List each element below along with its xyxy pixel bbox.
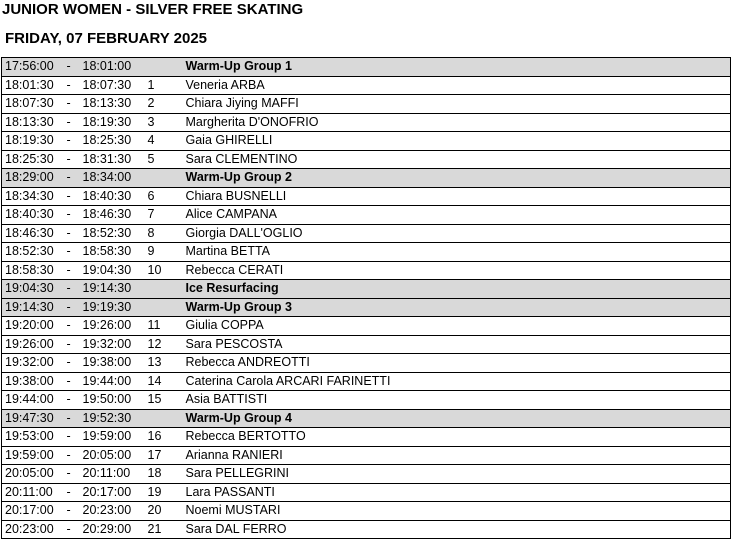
start-time: 18:58:30 — [2, 261, 64, 280]
start-number: 19 — [142, 483, 183, 502]
start-time: 18:34:30 — [2, 187, 64, 206]
time-separator: - — [64, 261, 80, 280]
time-separator: - — [64, 335, 80, 354]
start-time: 18:19:30 — [2, 132, 64, 151]
time-separator: - — [64, 372, 80, 391]
table-row — [2, 206, 731, 225]
start-number: 18 — [142, 465, 183, 484]
start-number: 9 — [142, 243, 183, 262]
table-row — [2, 243, 731, 262]
start-time: 19:47:30 — [2, 409, 64, 428]
table-row — [2, 354, 731, 373]
time-separator: - — [64, 298, 80, 317]
time-separator: - — [64, 169, 80, 188]
group-row — [2, 58, 731, 77]
time-separator: - — [64, 280, 80, 299]
skater-name: Sara PELLEGRINI — [183, 465, 731, 484]
time-separator: - — [64, 150, 80, 169]
start-number: 16 — [142, 428, 183, 447]
start-time: 19:26:00 — [2, 335, 64, 354]
skater-name: Martina BETTA — [183, 243, 731, 262]
start-number: 10 — [142, 261, 183, 280]
skater-name: Alice CAMPANA — [183, 206, 731, 225]
time-separator: - — [64, 520, 80, 539]
schedule-body — [2, 58, 731, 539]
time-separator: - — [64, 58, 80, 77]
time-separator: - — [64, 391, 80, 410]
group-label: Warm-Up Group 2 — [183, 169, 731, 188]
start-time: 18:46:30 — [2, 224, 64, 243]
time-separator: - — [64, 483, 80, 502]
group-row — [2, 280, 731, 299]
skater-name: Caterina Carola ARCARI FARINETTI — [183, 372, 731, 391]
start-time: 19:20:00 — [2, 317, 64, 336]
time-separator: - — [64, 317, 80, 336]
start-time: 18:07:30 — [2, 95, 64, 114]
start-number: 15 — [142, 391, 183, 410]
end-time: 19:32:00 — [80, 335, 142, 354]
end-time: 20:23:00 — [80, 502, 142, 521]
group-row — [2, 169, 731, 188]
start-time: 20:23:00 — [2, 520, 64, 539]
skater-name: Veneria ARBA — [183, 76, 731, 95]
end-time: 19:04:30 — [80, 261, 142, 280]
skater-name: Margherita D'ONOFRIO — [183, 113, 731, 132]
time-separator: - — [64, 465, 80, 484]
start-time: 18:25:30 — [2, 150, 64, 169]
time-separator: - — [64, 428, 80, 447]
time-separator: - — [64, 206, 80, 225]
end-time: 18:34:00 — [80, 169, 142, 188]
time-separator: - — [64, 409, 80, 428]
table-row — [2, 391, 731, 410]
start-time: 19:14:30 — [2, 298, 64, 317]
table-row — [2, 261, 731, 280]
table-row — [2, 335, 731, 354]
event-date: FRIDAY, 07 FEBRUARY 2025 — [5, 30, 208, 47]
table-row — [2, 317, 731, 336]
table-row — [2, 483, 731, 502]
skater-name: Rebecca ANDREOTTI — [183, 354, 731, 373]
end-time: 18:19:30 — [80, 113, 142, 132]
end-time: 20:05:00 — [80, 446, 142, 465]
start-number: 5 — [142, 150, 183, 169]
table-row — [2, 502, 731, 521]
end-time: 18:25:30 — [80, 132, 142, 151]
start-number — [142, 409, 183, 428]
skater-name: Asia BATTISTI — [183, 391, 731, 410]
start-number: 17 — [142, 446, 183, 465]
start-time: 17:56:00 — [2, 58, 64, 77]
start-time: 20:05:00 — [2, 465, 64, 484]
start-number: 6 — [142, 187, 183, 206]
end-time: 19:19:30 — [80, 298, 142, 317]
start-time: 19:32:00 — [2, 354, 64, 373]
end-time: 18:01:00 — [80, 58, 142, 77]
start-time: 19:59:00 — [2, 446, 64, 465]
end-time: 19:26:00 — [80, 317, 142, 336]
end-time: 19:44:00 — [80, 372, 142, 391]
skater-name: Gaia GHIRELLI — [183, 132, 731, 151]
time-separator: - — [64, 113, 80, 132]
start-number: 11 — [142, 317, 183, 336]
time-separator: - — [64, 354, 80, 373]
time-separator: - — [64, 76, 80, 95]
end-time: 18:58:30 — [80, 243, 142, 262]
time-separator: - — [64, 446, 80, 465]
end-time: 19:59:00 — [80, 428, 142, 447]
end-time: 20:29:00 — [80, 520, 142, 539]
end-time: 18:31:30 — [80, 150, 142, 169]
skater-name: Giulia COPPA — [183, 317, 731, 336]
start-time: 18:01:30 — [2, 76, 64, 95]
table-row — [2, 372, 731, 391]
table-row — [2, 95, 731, 114]
time-separator: - — [64, 224, 80, 243]
end-time: 18:13:30 — [80, 95, 142, 114]
table-row — [2, 113, 731, 132]
start-time: 19:04:30 — [2, 280, 64, 299]
skater-name: Chiara Jiying MAFFI — [183, 95, 731, 114]
table-row — [2, 428, 731, 447]
end-time: 18:52:30 — [80, 224, 142, 243]
start-number: 3 — [142, 113, 183, 132]
start-time: 18:29:00 — [2, 169, 64, 188]
group-label: Warm-Up Group 4 — [183, 409, 731, 428]
start-number: 4 — [142, 132, 183, 151]
table-row — [2, 446, 731, 465]
skater-name: Sara DAL FERRO — [183, 520, 731, 539]
start-time: 19:53:00 — [2, 428, 64, 447]
start-number — [142, 169, 183, 188]
start-time: 20:17:00 — [2, 502, 64, 521]
time-separator: - — [64, 187, 80, 206]
start-number: 13 — [142, 354, 183, 373]
time-separator: - — [64, 243, 80, 262]
end-time: 18:07:30 — [80, 76, 142, 95]
start-number — [142, 298, 183, 317]
skater-name: Noemi MUSTARI — [183, 502, 731, 521]
skater-name: Arianna RANIERI — [183, 446, 731, 465]
start-time: 18:40:30 — [2, 206, 64, 225]
start-number: 20 — [142, 502, 183, 521]
group-label: Warm-Up Group 1 — [183, 58, 731, 77]
start-time: 19:44:00 — [2, 391, 64, 410]
end-time: 19:52:30 — [80, 409, 142, 428]
end-time: 19:38:00 — [80, 354, 142, 373]
start-number: 1 — [142, 76, 183, 95]
table-row — [2, 150, 731, 169]
end-time: 19:50:00 — [80, 391, 142, 410]
group-label: Warm-Up Group 3 — [183, 298, 731, 317]
start-time: 18:52:30 — [2, 243, 64, 262]
skater-name: Lara PASSANTI — [183, 483, 731, 502]
time-separator: - — [64, 502, 80, 521]
start-number: 2 — [142, 95, 183, 114]
table-row — [2, 520, 731, 539]
start-number: 14 — [142, 372, 183, 391]
schedule-table — [1, 57, 731, 539]
group-row — [2, 298, 731, 317]
start-number — [142, 58, 183, 77]
table-row — [2, 132, 731, 151]
start-number — [142, 280, 183, 299]
skater-name: Sara CLEMENTINO — [183, 150, 731, 169]
time-separator: - — [64, 95, 80, 114]
group-label: Ice Resurfacing — [183, 280, 731, 299]
start-number: 21 — [142, 520, 183, 539]
skater-name: Sara PESCOSTA — [183, 335, 731, 354]
start-number: 12 — [142, 335, 183, 354]
skater-name: Chiara BUSNELLI — [183, 187, 731, 206]
table-row — [2, 224, 731, 243]
table-row — [2, 76, 731, 95]
skater-name: Rebecca BERTOTTO — [183, 428, 731, 447]
skater-name: Rebecca CERATI — [183, 261, 731, 280]
start-number: 8 — [142, 224, 183, 243]
event-title: JUNIOR WOMEN - SILVER FREE SKATING — [2, 1, 304, 18]
table-row — [2, 465, 731, 484]
start-number: 7 — [142, 206, 183, 225]
end-time: 20:17:00 — [80, 483, 142, 502]
skater-name: Giorgia DALL'OGLIO — [183, 224, 731, 243]
end-time: 18:40:30 — [80, 187, 142, 206]
start-time: 19:38:00 — [2, 372, 64, 391]
end-time: 20:11:00 — [80, 465, 142, 484]
end-time: 19:14:30 — [80, 280, 142, 299]
start-time: 18:13:30 — [2, 113, 64, 132]
group-row — [2, 409, 731, 428]
start-time: 20:11:00 — [2, 483, 64, 502]
end-time: 18:46:30 — [80, 206, 142, 225]
table-row — [2, 187, 731, 206]
time-separator: - — [64, 132, 80, 151]
